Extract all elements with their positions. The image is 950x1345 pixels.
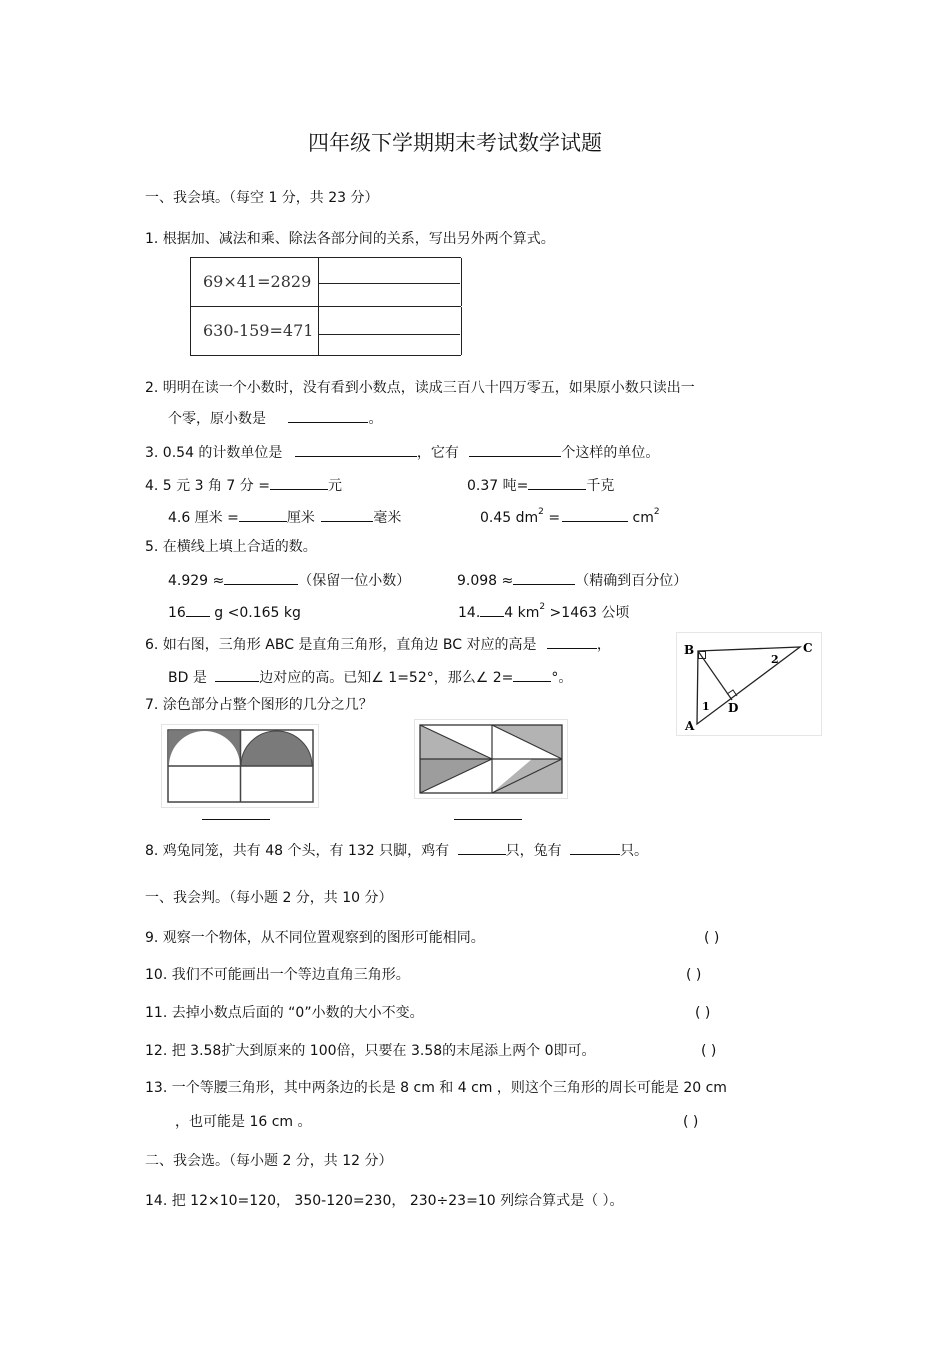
question-2-line2: [168, 408, 382, 428]
question-4-text: 4.6 厘米 =: [168, 510, 239, 526]
question-7: 7. 涂色部分占整个图形的几分之几？: [145, 697, 373, 713]
superscript: 2: [538, 507, 544, 517]
equation-cell: 69×41=2829: [191, 258, 319, 306]
answer-blank[interactable]: [202, 819, 270, 820]
question-14: 14. 把 12×10=120， 350-120=230， 230÷23=10 列综合算式是（ ）。: [145, 1193, 624, 1209]
answer-parentheses[interactable]: ( ): [695, 1005, 711, 1021]
triangle-grid-figure: [414, 719, 568, 799]
section-fill-heading: 一、我会填。（每空 1 分，共 23 分）: [145, 190, 379, 206]
unit-label: 元: [327, 478, 342, 494]
answer-blank[interactable]: [513, 570, 575, 585]
comparison-text: g <0.165 kg: [209, 605, 301, 621]
answer-blank[interactable]: [480, 602, 504, 617]
unit-label: 厘米: [286, 510, 315, 526]
question-4-text: 0.45 dm: [480, 510, 539, 526]
answer-parentheses[interactable]: ( ): [701, 1043, 717, 1059]
answer-parentheses[interactable]: ( ): [704, 930, 720, 946]
question-1: 1. 根据加、减法和乘、除法各部分间的关系，写出另外两个算式。: [145, 231, 555, 247]
vertex-b-label: B: [684, 643, 695, 657]
question-2-text: 个零，原小数是: [168, 411, 266, 427]
question-4-a: [145, 475, 342, 495]
question-8-end: 只。: [620, 843, 649, 859]
question-8-text: 8. 鸡兔同笼，共有 48 个头，有 132 只脚，鸡有: [145, 843, 450, 859]
comparison-text: >1463 公顷: [545, 605, 630, 621]
question-3: [145, 442, 659, 462]
question-12: 12. 把 3.58扩大到原来的 100倍，只要在 3.58的末尾添上两个 0即可。: [145, 1043, 596, 1059]
unit-label: 毫米: [373, 510, 402, 526]
question-8: [145, 840, 648, 860]
answer-blank[interactable]: [295, 442, 417, 457]
question-9: 9. 观察一个物体，从不同位置观察到的图形可能相同。: [145, 930, 485, 946]
right-triangle-figure: [676, 632, 822, 736]
question-5-b: [457, 570, 687, 590]
vertex-c-label: C: [803, 641, 813, 655]
question-6-text: 6. 如右图，三角形 ABC 是直角三角形，直角边 BC 对应的高是: [145, 637, 537, 653]
question-13-line2: ，也可能是 16 cm 。: [175, 1114, 312, 1130]
section-judge-heading: 一、我会判。（每小题 2 分，共 10 分）: [145, 890, 393, 906]
answer-blank[interactable]: [458, 840, 506, 855]
answer-blank[interactable]: [270, 475, 328, 490]
hint-text: （精确到百分位）: [575, 573, 688, 589]
superscript: 2: [653, 507, 660, 517]
section-choose-heading: 二、我会选。（每小题 2 分，共 12 分）: [145, 1153, 393, 1169]
question-2-end: 。: [368, 411, 383, 427]
question-4-b: [467, 475, 614, 495]
page-title: 四年级下学期期末考试数学试题: [308, 131, 602, 155]
area-unit: 4 km: [504, 605, 540, 621]
answer-blank[interactable]: [570, 840, 620, 855]
question-5-text: 4.929 ≈: [168, 573, 225, 589]
answer-cell[interactable]: [319, 258, 462, 306]
angle-2-label: 2: [771, 653, 779, 666]
equation-cell: 630-159=471: [191, 307, 319, 355]
question-5-c: [168, 602, 301, 622]
question-5-a: [168, 570, 410, 590]
question-4-c: [168, 507, 401, 527]
question-5-d: [458, 602, 629, 622]
unit-label: cm: [628, 510, 654, 526]
degree-end: °。: [551, 670, 573, 686]
question-4-text: 4. 5 元 3 角 7 分 =: [145, 478, 270, 494]
answer-blank[interactable]: [321, 507, 373, 522]
semicircle-figure: [161, 724, 319, 808]
question-2-line1: 2. 明明在读一个小数时，没有看到小数点，读成三百八十四万零五，如果原小数只读出一: [145, 380, 695, 396]
question-5-text: 14.: [458, 605, 481, 621]
answer-parentheses[interactable]: ( ): [686, 967, 702, 983]
answer-blank[interactable]: [562, 507, 628, 522]
answer-blank[interactable]: [547, 634, 597, 649]
question-3-mid: ，它有: [416, 445, 459, 461]
question-4-text: 0.37 吨=: [467, 478, 529, 494]
question-6-line2: [168, 667, 572, 687]
answer-blank[interactable]: [239, 507, 287, 522]
vertex-a-label: A: [685, 719, 695, 733]
question-6-text: BD 是: [168, 670, 207, 686]
question-6-text: 边对应的高。已知∠ 1=52°，那么∠ 2=: [259, 670, 514, 686]
question-3-end: 个这样的单位。: [561, 445, 660, 461]
answer-blank[interactable]: [186, 602, 210, 617]
question-10: 10. 我们不可能画出一个等边直角三角形。: [145, 967, 410, 983]
calculation-table: [182, 250, 468, 366]
question-3-text: 3. 0.54 的计数单位是: [145, 445, 283, 461]
answer-blank[interactable]: [528, 475, 586, 490]
answer-parentheses[interactable]: ( ): [683, 1114, 699, 1130]
answer-blank[interactable]: [224, 570, 298, 585]
question-11: 11. 去掉小数点后面的 “0”小数的大小不变。: [145, 1005, 424, 1021]
table-row: [190, 258, 461, 306]
equals-sign: =: [543, 510, 561, 526]
answer-blank[interactable]: [215, 667, 259, 682]
table-row: [190, 307, 461, 355]
question-6-line1: [145, 634, 611, 654]
superscript: 2: [539, 602, 546, 612]
answer-cell[interactable]: [319, 307, 462, 355]
question-5-text: 16: [168, 605, 186, 621]
question-13-line1: 13. 一个等腰三角形，其中两条边的长是 8 cm 和 4 cm ，则这个三角形的周长可能是 20 cm: [145, 1080, 727, 1096]
answer-blank[interactable]: [469, 442, 561, 457]
answer-blank[interactable]: [288, 408, 368, 423]
hint-text: （保留一位小数）: [298, 573, 411, 589]
unit-label: 千克: [586, 478, 615, 494]
question-5-text: 9.098 ≈: [457, 573, 514, 589]
comma: ，: [596, 637, 611, 653]
answer-blank[interactable]: [513, 667, 551, 682]
point-d-label: D: [728, 701, 739, 715]
answer-blank[interactable]: [454, 819, 522, 820]
question-4-d: [480, 507, 660, 527]
question-5: 5. 在横线上填上合适的数。: [145, 539, 317, 555]
angle-1-label: 1: [702, 700, 710, 713]
question-8-mid: 只，兔有: [505, 843, 562, 859]
